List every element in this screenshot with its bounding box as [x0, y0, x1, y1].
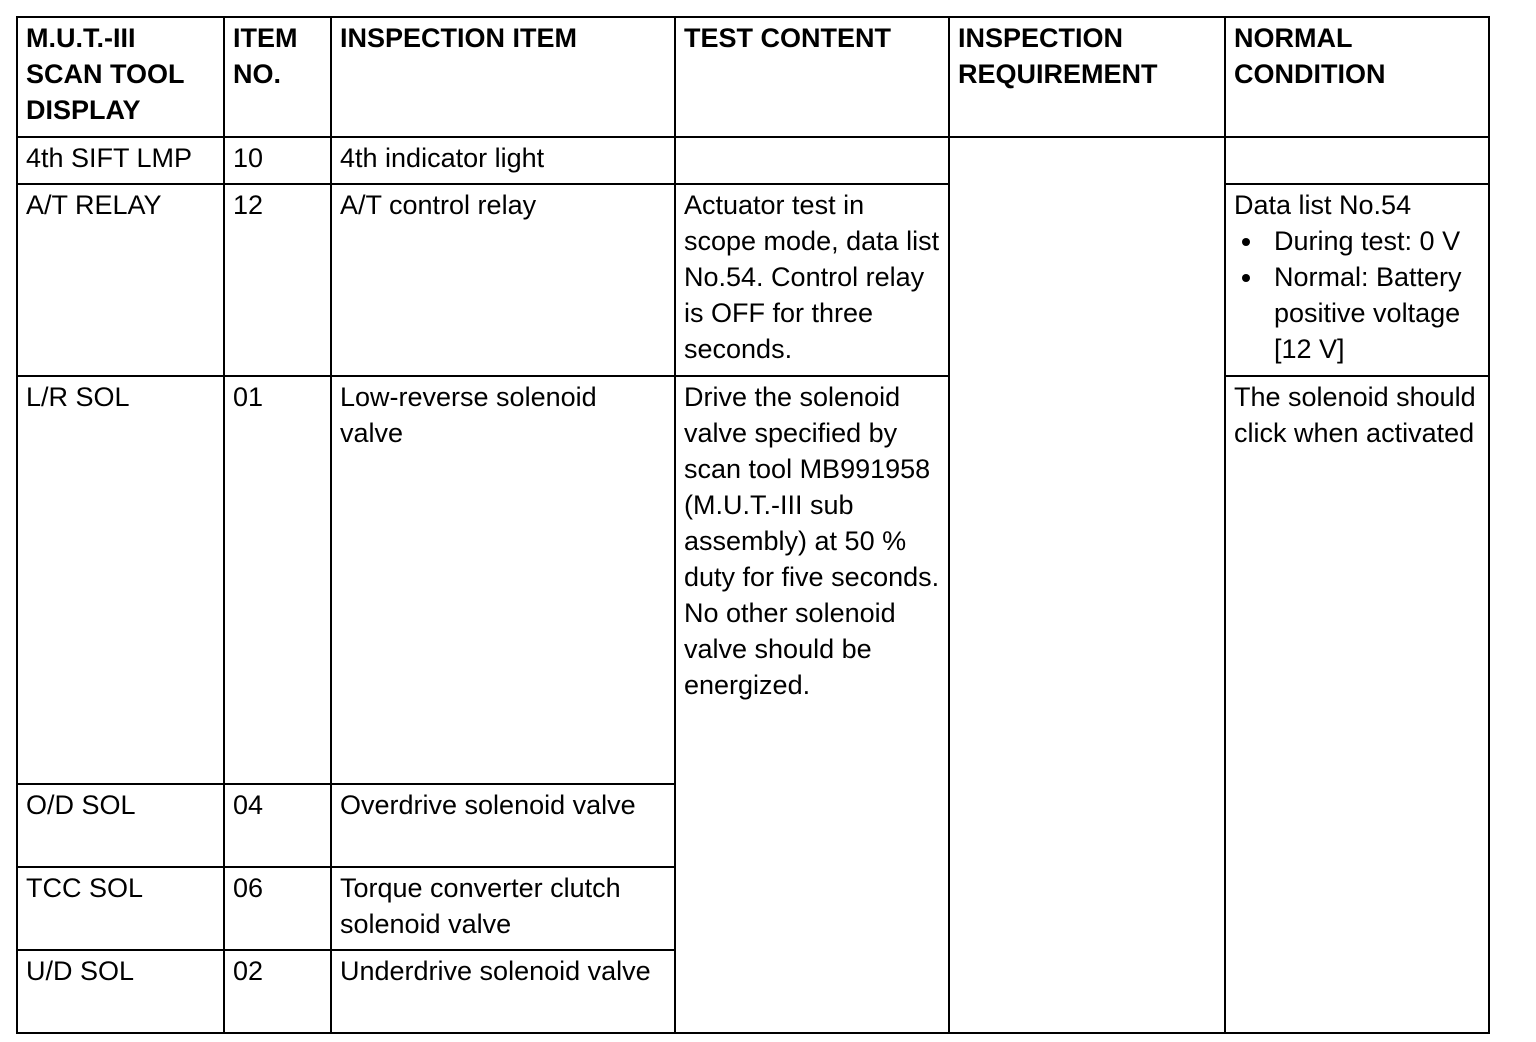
- list-item: During test: 0 V: [1234, 223, 1480, 259]
- list-item: Normal: Battery positive voltage [12 V]: [1234, 259, 1480, 367]
- item-no-cell: 06: [224, 867, 331, 950]
- inspection-item-cell: Overdrive solenoid valve: [331, 784, 675, 867]
- header-inspection-item: INSPECTION ITEM: [331, 17, 675, 137]
- inspection-requirement-cell: [949, 137, 1225, 1033]
- test-content-cell: [675, 137, 949, 184]
- display-cell: U/D SOL: [17, 950, 224, 1033]
- display-cell: A/T RELAY: [17, 184, 224, 376]
- table-row: [17, 184, 1489, 376]
- header-normal-condition: NORMAL CONDITION: [1225, 17, 1489, 137]
- inspection-table: [16, 16, 1490, 1034]
- inspection-item-cell: Torque converter clutch solenoid valve: [331, 867, 675, 950]
- display-cell: TCC SOL: [17, 867, 224, 950]
- normal-condition-cell: [1225, 137, 1489, 184]
- bullet-icon: [1242, 238, 1250, 246]
- test-content-cell: Actuator test in scope mode, data list No.54. Control relay is OFF for three seconds.: [675, 184, 949, 376]
- item-no-cell: 02: [224, 950, 331, 1033]
- inspection-item-cell: Underdrive solenoid valve: [331, 950, 675, 1033]
- display-cell: 4th SIFT LMP: [17, 137, 224, 184]
- test-content-cell: Drive the solenoid valve specified by scan tool MB991958 (M.U.T.-III sub assembly) at 50 % duty for five seconds. No other solenoid valve should be energized.: [675, 376, 949, 1033]
- table-row: [17, 376, 1489, 784]
- item-no-cell: 10: [224, 137, 331, 184]
- bullet-icon: [1242, 274, 1250, 282]
- inspection-item-cell: A/T control relay: [331, 184, 675, 376]
- inspection-item-cell: 4th indicator light: [331, 137, 675, 184]
- normal-condition-cell: [1225, 184, 1489, 376]
- normal-condition-list: [1234, 223, 1480, 367]
- header-row: [17, 17, 1489, 137]
- item-no-cell: 04: [224, 784, 331, 867]
- display-cell: L/R SOL: [17, 376, 224, 784]
- inspection-item-cell: Low-reverse solenoid valve: [331, 376, 675, 784]
- header-item-no: ITEM NO.: [224, 17, 331, 137]
- display-cell: O/D SOL: [17, 784, 224, 867]
- item-no-cell: 01: [224, 376, 331, 784]
- item-no-cell: 12: [224, 184, 331, 376]
- table-row: [17, 137, 1489, 184]
- normal-condition-title: Data list No.54: [1234, 190, 1412, 220]
- header-display: M.U.T.-III SCAN TOOL DISPLAY: [17, 17, 224, 137]
- normal-condition-cell: The solenoid should click when activated: [1225, 376, 1489, 1033]
- header-test-content: TEST CONTENT: [675, 17, 949, 137]
- header-inspection-requirement: INSPECTION REQUIREMENT: [949, 17, 1225, 137]
